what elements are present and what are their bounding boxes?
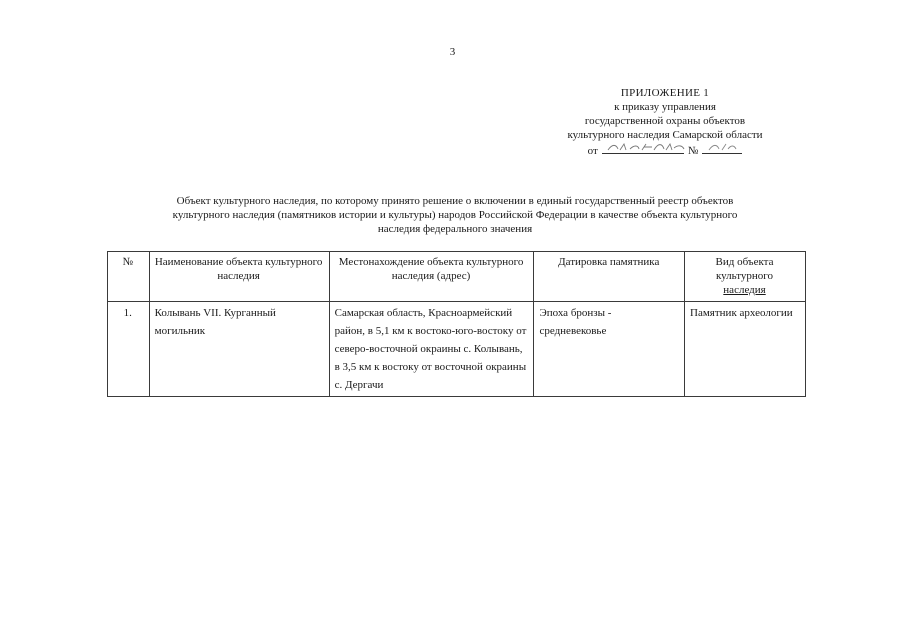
appendix-line-2: государственной охраны объектов (584, 115, 746, 127)
header-dating: Датировка памятника (534, 252, 685, 302)
number-field-handwritten (702, 142, 742, 154)
table-row (108, 302, 806, 397)
table-header-row (108, 252, 806, 302)
date-prefix: от (587, 145, 598, 157)
header-object-name: Наименование объекта культурного наследия (149, 252, 329, 302)
header-type-line-3: наследия (723, 284, 766, 296)
appendix-title: ПРИЛОЖЕНИЕ 1 (620, 87, 710, 99)
heading-line-2: культурного наследия (памятников истории и культуры) народов Российской Федерации в качестве объекта культурного (172, 209, 738, 221)
appendix-block (540, 86, 790, 158)
header-object-type (685, 252, 806, 302)
page-number: 3 (449, 46, 456, 58)
cell-object-name: Колывань VII. Курганный могильник (149, 302, 329, 397)
cell-number: 1. (108, 302, 150, 397)
handwritten-number-icon (706, 142, 746, 152)
document-heading (100, 194, 810, 236)
cell-object-type: Памятник археологии (685, 302, 806, 397)
order-date-number-line (588, 142, 743, 158)
header-number: № (108, 252, 150, 302)
date-field-handwritten (602, 142, 684, 154)
handwritten-date-icon (606, 142, 686, 152)
header-location: Местонахождение объекта культурного наследия (адрес) (329, 252, 534, 302)
cell-dating: Эпоха бронзы - средневековье (534, 302, 685, 397)
header-type-line-1: Вид объекта (715, 256, 774, 268)
appendix-line-3: культурного наследия Самарской области (567, 129, 763, 141)
number-prefix: № (687, 145, 699, 157)
heritage-register-table (107, 251, 806, 397)
heading-line-1: Объект культурного наследия, по которому принято решение о включении в единый государственный реестр объектов (176, 195, 734, 207)
appendix-line-1: к приказу управления (614, 101, 716, 113)
heading-line-3: наследия федерального значения (377, 223, 533, 235)
cell-location: Самарская область, Красноармейский район, в 5,1 км к востоко-юго-востоку от северо-восточной окраины с. Колывань, в 3,5 км к востоку от восточной окраины с. Дергачи (329, 302, 534, 397)
header-type-line-2: культурного (715, 270, 774, 282)
